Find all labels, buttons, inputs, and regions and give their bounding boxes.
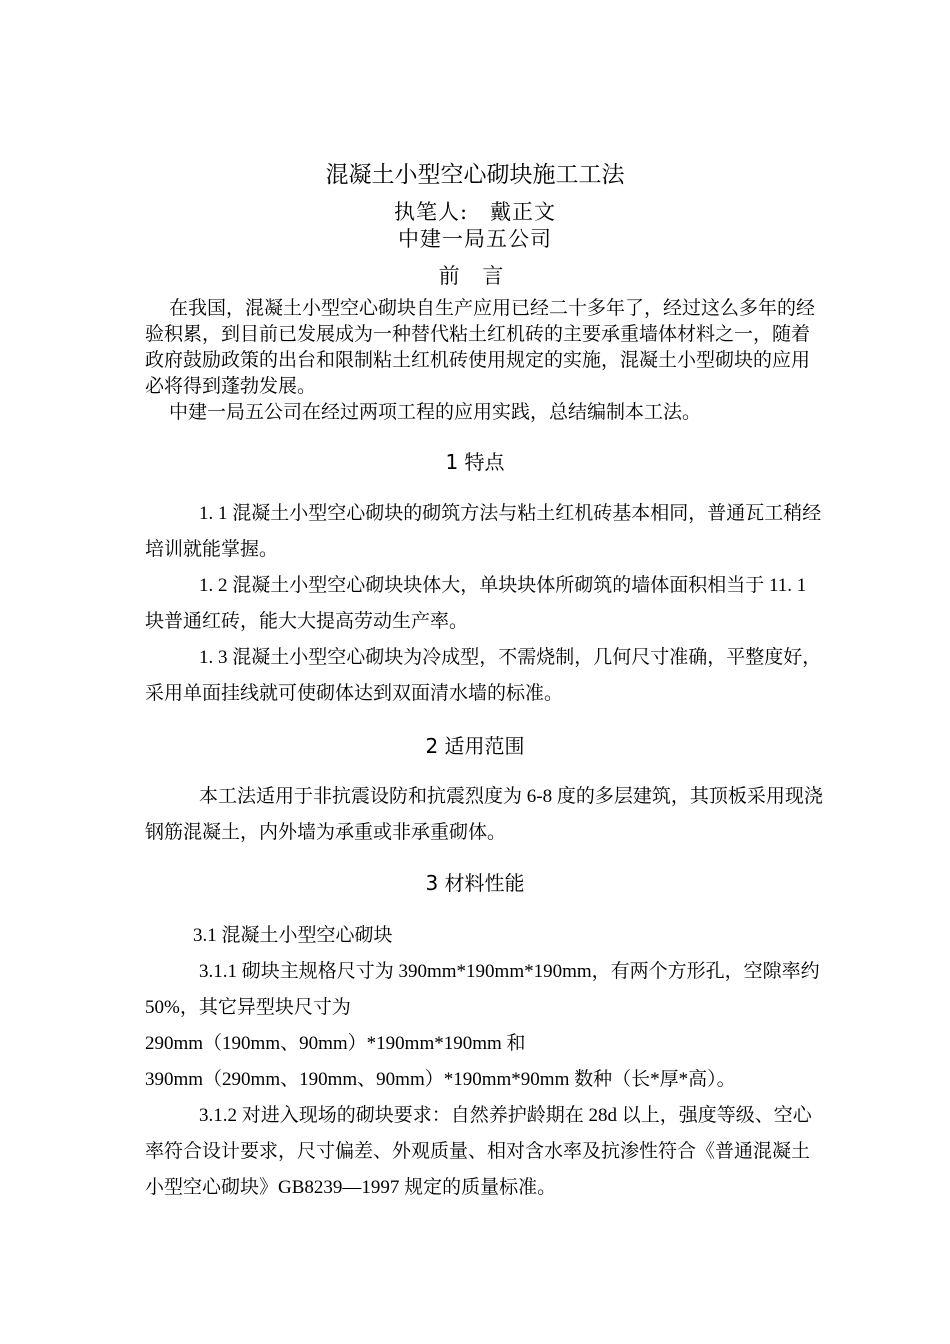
section-materials-body — [145, 918, 825, 1206]
section-scope-body — [145, 779, 825, 851]
paragraph-1-2: 1. 2 混凝土小型空心砌块块体大，单块块体所砌筑的墙体面积相当于 11. 1 块普通红砖，能大大提高劳动生产率。 — [145, 575, 807, 632]
document-title: 混凝土小型空心砌块施工工法 — [325, 162, 625, 188]
paragraph-3-1-1-line2: 290mm（190mm、90mm）*190mm*190mm 和 — [145, 1033, 526, 1054]
paragraph-scope: 本工法适用于非抗震设防和抗震烈度为 6-8 度的多层建筑，其顶板采用现浇钢筋混凝土，内外墙为承重或非承重砌体。 — [145, 786, 823, 843]
preface-paragraph: 在我国，混凝土小型空心砌块自生产应用已经二十多年了，经过这么多年的经验积累，到目前已发展成为一种替代粘土红机砖的主要承重墙体材料之一，随着政府鼓励政策的出台和限制粘土红机砖使用规定的实施，混凝土小型砌块的应用必将得到蓬勃发展。 — [145, 298, 816, 397]
section-heading-scope: 2 适用范围 — [425, 734, 525, 758]
author-line: 执笔人: 戴正文 — [393, 200, 557, 224]
section-heading-features: 1 特点 — [445, 450, 505, 474]
section-heading-materials: 3 材料性能 — [425, 871, 525, 895]
preface-heading: 前 言 — [438, 264, 512, 288]
paragraph-3-1-2: 3.1.2 对进入现场的砌块要求：自然养护龄期在 28d 以上，强度等级、空心率符合设计要求，尺寸偏差、外观质量、相对含水率及抗渗性符合《普通混凝土小型空心砌块》GB8239—1997 规定的质量标准。 — [145, 1105, 812, 1198]
section-features-body — [145, 496, 825, 712]
subsection-heading-3-1: 3.1 混凝土小型空心砌块 — [193, 925, 393, 946]
company-line: 中建一局五公司 — [398, 227, 552, 251]
paragraph-1-1: 1. 1 混凝土小型空心砌块的砌筑方法与粘土红机砖基本相同，普通瓦工稍经培训就能掌握。 — [145, 503, 822, 560]
paragraph-3-1-1-line3: 390mm（290mm、190mm、90mm）*190mm*90mm 数种（长*厚*高）。 — [145, 1069, 736, 1090]
preface-paragraph: 中建一局五公司在经过两项工程的应用实践，总结编制本工法。 — [169, 402, 702, 423]
paragraph-1-3: 1. 3 混凝土小型空心砌块为冷成型，不需烧制，几何尺寸准确，平整度好，采用单面挂线就可使砌体达到双面清水墙的标准。 — [145, 647, 822, 704]
preface-text — [145, 296, 825, 426]
paragraph-3-1-1: 3.1.1 砌块主规格尺寸为 390mm*190mm*190mm，有两个方形孔，空隙率约 50%，其它异型块尺寸为 — [145, 961, 820, 1018]
